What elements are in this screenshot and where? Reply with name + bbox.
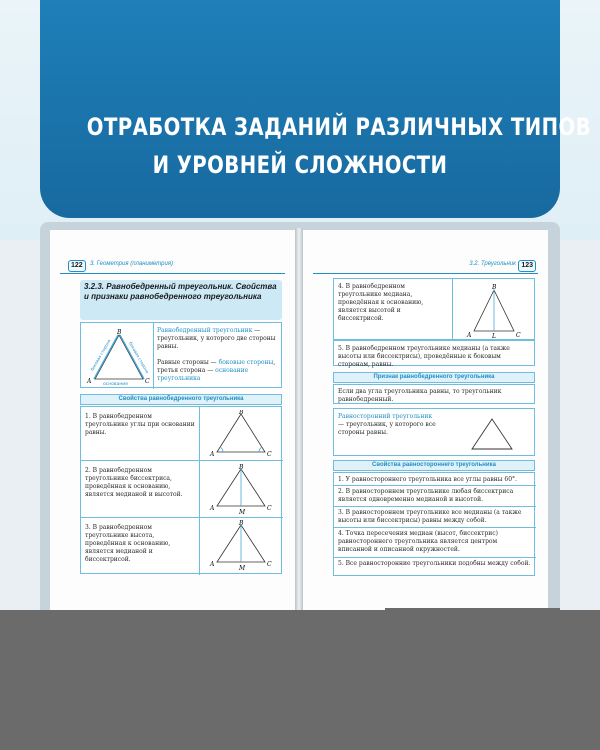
right-page-header <box>313 260 538 274</box>
eq-property-4: 4. Точка пересечения медиан (высот, биссектрис) равностороннего треугольника является центром вписанной и описанной окружностей. <box>338 530 498 553</box>
vertex-c-1: C <box>267 451 272 458</box>
property-1: 1. В равнобедренном треугольнике углы при основании равны. <box>85 413 195 436</box>
r-vertex-l: L <box>492 333 496 339</box>
triangle-height-diagram <box>203 520 281 572</box>
sides-text <box>157 359 279 383</box>
vertex-c-2: C <box>267 505 272 512</box>
triangle-bisector-diagram <box>203 464 281 516</box>
left-page <box>50 230 295 610</box>
r-vertex-b: B <box>492 284 497 291</box>
banner-line-1: ОТРАБОТКА ЗАДАНИЙ РАЗЛИЧНЫХ ТИПОВ <box>86 113 592 141</box>
banner-heading <box>86 108 592 184</box>
sign-box <box>333 384 535 404</box>
label-side-left: боковая сторона <box>89 338 112 372</box>
left-header-text: 3. Геометрия (планиметрия) <box>90 261 174 267</box>
equilateral-properties-header: Свойства равностороннего треугольника <box>333 460 535 471</box>
sign-text: Если два угла треугольника равны, то треугольник равнобедренный. <box>338 388 502 403</box>
vertex-b-2: B <box>239 464 244 471</box>
vertex-c: C <box>145 378 150 385</box>
property-3: 3. В равнобедренном треугольнике высота, проведённая к основанию, является медианой и биссектрисой. <box>85 524 171 563</box>
right-header-text: 3.2. Треугольник <box>469 261 516 267</box>
eq-property-5: 5. Все равносторонние треугольники подобны между собой. <box>338 560 531 567</box>
book-spine <box>295 228 303 614</box>
definition-body: — треугольник, у которого две стороны равны. <box>157 327 276 350</box>
property-2: 2. В равнобедренном треугольнике биссектриса, проведённая к основанию, является медианой и высотой. <box>85 467 183 498</box>
equilateral-definition <box>338 413 438 437</box>
vertex-m-3: M <box>239 565 246 572</box>
property-5-box <box>333 340 535 366</box>
vertex-a: A <box>87 378 92 385</box>
sign-header: Признак равнобедренного треугольника <box>333 372 535 383</box>
isosceles-triangle-diagram <box>83 327 153 387</box>
label-base: основание <box>103 382 128 387</box>
definition-text <box>157 327 279 351</box>
equilateral-body: — треугольник, у которого все стороны равны. <box>338 421 436 436</box>
triangle-median-diagram <box>456 283 534 339</box>
left-page-number: 122 <box>68 260 86 272</box>
sides-text-1: Равные стороны — <box>157 359 217 366</box>
r-vertex-a: A <box>467 332 472 339</box>
vertex-b: B <box>117 329 122 336</box>
equilateral-properties-box <box>333 472 535 576</box>
equilateral-box <box>333 408 535 456</box>
property-4-box <box>333 278 535 340</box>
r-vertex-c: C <box>516 332 521 339</box>
vertex-c-3: C <box>267 561 272 568</box>
base-term: основание треугольника <box>157 367 249 382</box>
vertex-m-2: M <box>239 509 246 516</box>
vertex-a-1: A <box>210 451 215 458</box>
vertex-b-3: B <box>239 520 244 527</box>
property-4: 4. В равнобедренном треугольнике медиана, проведённая к основанию, является высотой и биссектрисой. <box>338 283 424 322</box>
eq-property-1: 1. У равностороннего треугольника все углы равны 60°. <box>338 476 517 483</box>
topic-title: 3.2.3. Равнобедренный треугольник. Свойства и признаки равнобедренного треугольника <box>80 280 282 320</box>
right-page-number: 123 <box>518 260 536 272</box>
equilateral-triangle-diagram <box>464 415 520 453</box>
eq-property-2: 2. В равностороннем треугольнике любая биссектриса является одновременно медианой и высотой. <box>338 488 514 503</box>
vertex-b-1: B <box>239 410 244 416</box>
left-page-header <box>60 260 285 274</box>
equilateral-term: Равносторонний треугольник <box>338 413 433 420</box>
vertex-a-3: A <box>210 561 215 568</box>
sides-text-2: , третья сторона — <box>157 359 276 374</box>
properties-header: Свойства равнобедренного треугольника <box>80 394 282 405</box>
title-banner <box>40 0 592 218</box>
banner-line-2: И УРОВНЕЙ СЛОЖНОСТИ <box>152 151 448 179</box>
eq-property-3: 3. В равностороннем треугольнике все медианы (а также высоты или биссектрисы) равны между собой. <box>338 509 522 524</box>
definition-box <box>80 322 282 388</box>
definition-term: Равнобедренный треугольник <box>157 327 253 334</box>
sides-term: боковые стороны <box>218 359 274 366</box>
vertex-a-2: A <box>210 505 215 512</box>
right-page <box>303 230 548 610</box>
label-side-right: боковая сторона <box>128 341 151 375</box>
bottom-grey-overlay <box>0 610 600 750</box>
property-5: 5. В равнобедренном треугольнике медианы (а также высоты или биссектрисы), проведённые к боковым сторонам, равны. <box>338 345 510 368</box>
triangle-angles-diagram <box>203 410 281 458</box>
properties-box <box>80 406 282 574</box>
